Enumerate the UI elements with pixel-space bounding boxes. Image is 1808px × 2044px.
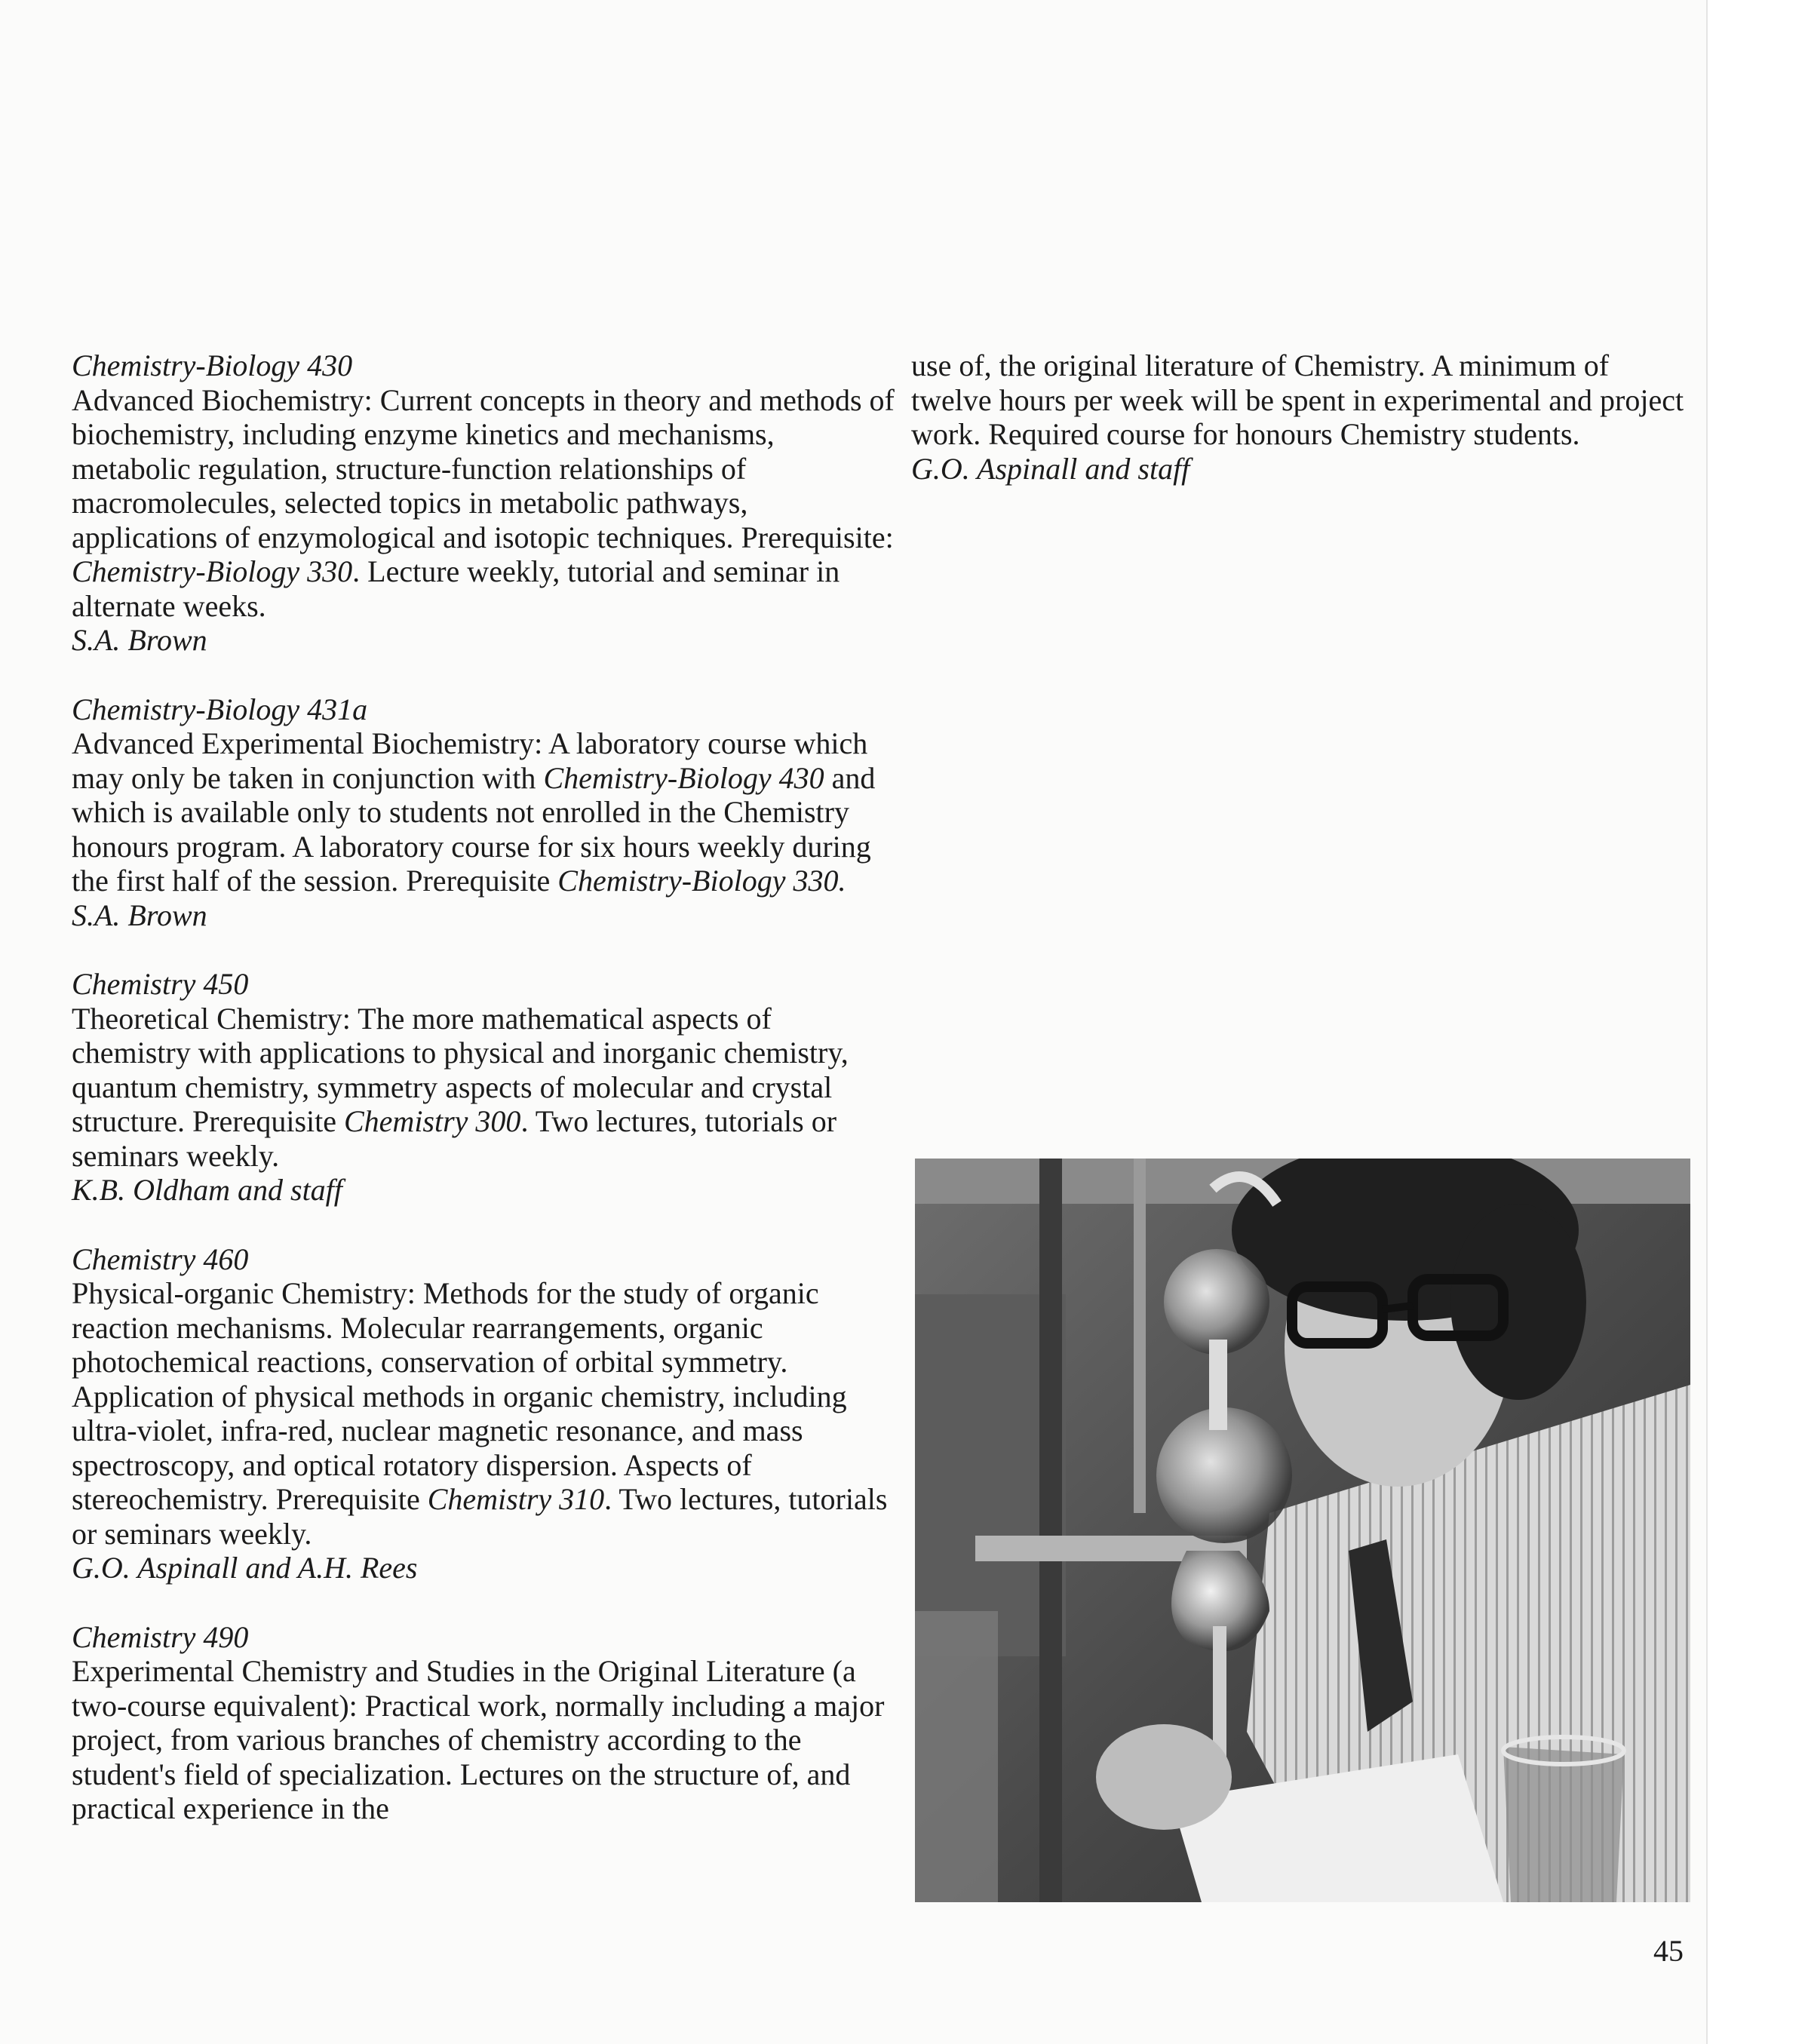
course-description xyxy=(72,726,898,898)
left-column xyxy=(72,348,898,1861)
right-column xyxy=(911,348,1696,486)
course-instructor: S.A. Brown xyxy=(72,898,207,932)
course-instructor: G.O. Aspinall and A.H. Rees xyxy=(72,1551,418,1585)
lab-photo-image xyxy=(915,1159,1690,1902)
description-text: Advanced Experimental Biochemistry: A laboratory course which may only be taken in conjunction with xyxy=(72,726,868,795)
course-entry xyxy=(72,1620,898,1826)
course-description-continued: use of, the original literature of Chemistry. A minimum of twelve hours per week will be spent in experimental and project work. Required course for honours Chemistry students. xyxy=(911,348,1684,451)
lab-photo xyxy=(915,1159,1690,1902)
page-number: 45 xyxy=(1653,1934,1684,1968)
description-text: and which is available only to students not enrolled in the Chemistry honours program. A laboratory course for six hours weekly during the first half of the session. Prerequisite xyxy=(72,760,876,898)
description-text: . Lecture weekly, tutorial and seminar in alternate weeks. xyxy=(72,554,840,623)
course-instructor: S.A. Brown xyxy=(72,623,207,657)
course-instructor: G.O. Aspinall and staff xyxy=(911,451,1190,486)
course-description xyxy=(72,1276,898,1551)
description-text: . Two lectures, tutorials or seminars weekly. xyxy=(72,1482,888,1551)
course-reference: Chemistry-Biology 430 xyxy=(543,760,824,795)
course-description xyxy=(72,383,898,624)
course-reference: Chemistry 310 xyxy=(427,1482,605,1516)
course-code: Chemistry 460 xyxy=(72,1241,249,1276)
description-text: Theoretical Chemistry: The more mathematical aspects of chemistry with applications to physical and inorganic chemistry, quantum chemistry, symmetry aspects of molecular and crystal structure. Prerequisite xyxy=(72,1001,849,1138)
description-text: Experimental Chemistry and Studies in the Original Literature (a two-course equivalent): Practical work, normally including a major project, from various branches of chemistry according to the student's field of specialization. Lectures on the structure of, and practical experience in the xyxy=(72,1654,885,1825)
course-code: Chemistry 450 xyxy=(72,967,249,1001)
course-code: Chemistry 490 xyxy=(72,1619,249,1654)
course-description xyxy=(72,1654,898,1826)
course-reference: Chemistry-Biology 330. xyxy=(557,864,846,898)
course-code: Chemistry-Biology 431a xyxy=(72,692,368,726)
course-entry xyxy=(72,692,898,933)
course-entry xyxy=(72,1242,898,1585)
course-instructor: K.B. Oldham and staff xyxy=(72,1173,342,1207)
course-entry xyxy=(72,348,898,658)
course-code: Chemistry-Biology 430 xyxy=(72,348,353,382)
course-description xyxy=(72,1002,898,1174)
description-text: Physical-organic Chemistry: Methods for the study of organic reaction mechanisms. Molecular rearrangements, organic photochemical reactions, conservation of orbital symmetry. Application of physical methods in organic chemistry, including ultra-violet, infra-red, nuclear magnetic resonance, and mass spectroscopy, and optical rotatory dispersion. Aspects of stereochemistry. Prerequisite xyxy=(72,1276,847,1516)
course-entry xyxy=(72,967,898,1208)
description-text: Advanced Biochemistry: Current concepts in theory and methods of biochemistry, including enzyme kinetics and mechanisms, metabolic regulation, structure-function relationships of macromolecules, selected topics in metabolic pathways, applications of enzymological and isotopic techniques. Prerequisite: xyxy=(72,382,895,554)
description-text: . Two lectures, tutorials or seminars weekly. xyxy=(72,1104,837,1173)
course-reference: Chemistry 300 xyxy=(344,1104,521,1138)
course-reference: Chemistry-Biology 330 xyxy=(72,554,353,588)
